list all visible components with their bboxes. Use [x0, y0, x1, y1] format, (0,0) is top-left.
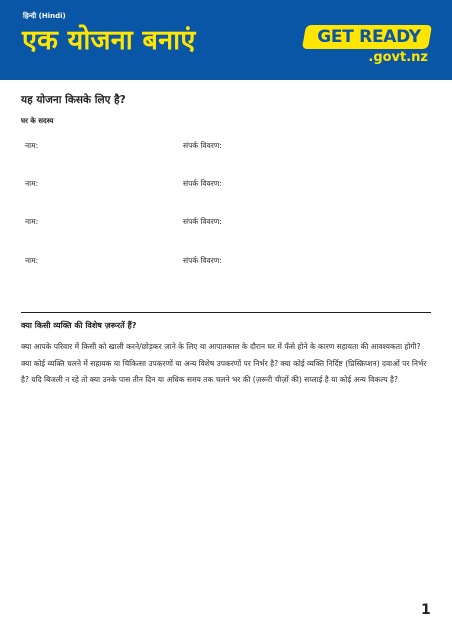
name-label: नाम: [25, 256, 39, 265]
section-divider [21, 312, 431, 313]
name-label: नाम: [25, 179, 39, 188]
name-label: नाम: [25, 141, 39, 150]
household-members-label: घर के सदस्य [21, 117, 54, 125]
header-banner [0, 0, 452, 80]
member-row [0, 256, 452, 268]
section-heading: यह योजना किसके लिए है? [21, 94, 126, 106]
get-ready-logo[interactable] [304, 22, 432, 68]
page-title: एक योजना बनाएं [22, 25, 196, 56]
contact-label: संपर्क विवरण: [183, 141, 222, 150]
name-label: नाम: [25, 217, 39, 226]
special-needs-paragraph: क्या आपके परिवार में किसी को खाली करने/छोड़कर जाने के लिए या आपातकाल के दौरान घर में फँसे होने के कारण सहायता की आवश्यकता होगी? क्या कोई व्यक्ति चलने में सहायक या चिकित्सा उपकरणों या अन्य विशेष उपकरणों पर निर्भर है? क्या कोई व्यक्ति निर्दिष्ट (प्रिस्क्रिप्शन) दवाओं पर निर्भर है? यदि बिजली न रहे तो क्या उनके पास तीन दिन या अधिक समय तक चलने भर की (ज़रूरी चीज़ों की) सप्लाई है या कोई अन्य विकल्प है? [21, 342, 427, 384]
contact-label: संपर्क विवरण: [183, 179, 222, 188]
contact-label: संपर्क विवरण: [183, 217, 222, 226]
member-row [0, 179, 452, 191]
member-row [0, 217, 452, 229]
logo-text: GET READY [317, 27, 421, 47]
contact-label: संपर्क विवरण: [183, 256, 222, 265]
language-label: हिन्दी (Hindi) [23, 12, 66, 20]
member-row [0, 141, 452, 153]
logo-domain: .govt.nz [368, 50, 428, 65]
page-number: 1 [421, 602, 431, 618]
special-needs-heading: क्या किसी व्यक्ति की विशेष ज़रूरतें हैं? [21, 321, 137, 330]
